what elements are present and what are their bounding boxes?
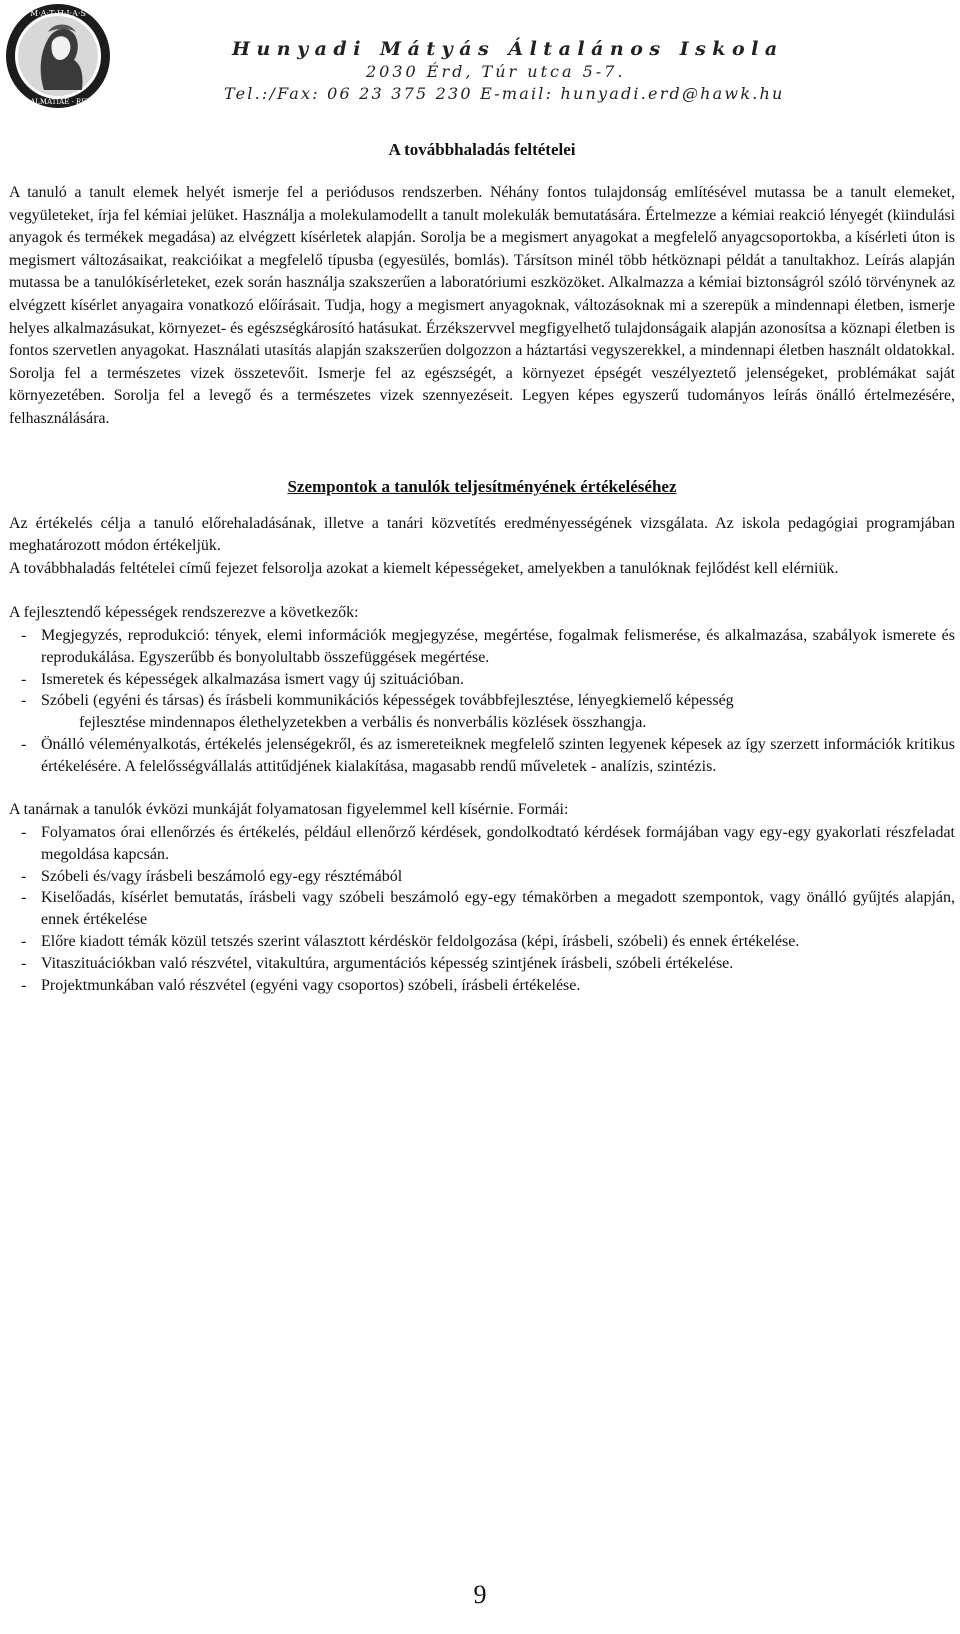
assessment-paragraph-1: Az értékelés célja a tanuló előrehaladásának, illetve a tanári közvetítés eredményességének vizsgálata. Az iskola pedagógiai programjában meghatározott módon értékeljük. bbox=[9, 514, 955, 555]
list-item: - Vitaszituációkban való részvétel, vitakultúra, argumentációs képesség szintjének írásbeli, szóbeli értékelése. bbox=[21, 954, 734, 972]
skills-intro: A fejlesztendő képességek rendszerezve a következők: bbox=[9, 604, 359, 622]
skills-list bbox=[9, 625, 955, 778]
list-item: - Szóbeli (egyéni és társas) és írásbeli kommunikációs képességek továbbfejlesztése, lényegkiemelő képesség fejlesztése mindennapos élethelyzetekben a verbális és nonverbális közlések összhangja. bbox=[9, 690, 955, 734]
forms-intro: A tanárnak a tanulók évközi munkáját folyamatosan figyelemmel kell kísérnie. Formái: bbox=[9, 801, 569, 819]
progression-paragraph: A tanuló a tanult elemek helyét ismerje fel a periódusos rendszerben. Néhány fontos tulajdonság említésével mutassa be a tanult elemeket, vegyületeket, írja fel kémiai jelüket. Használja a molekulamodellt a tanult molekulák bemutatására. Értelmezze a kémiai reakció lényegét (kiindulási anyagok és termékek megadása) az elvégzett kísérletek alapján. Sorolja be a megismert anyagokat a megfelelő anyagcsoportokba, a kísérleti úton is megismert változásaikat, reakcióikat a megfelelő típusba (egyesülés, bomlás). Társítson minél több hétköznapi példát a tanultakhoz. Leírás alapján mutassa be a tanulókísérleteket, ezek során használja szakszerűen a laboratóriumi eszközöket. Alkalmazza a kémiai biztonságról szóló törvénynek az elvégzett kísérlet anyagaira vonatkozó előírásait. Tudja, hogy a megismert anyagoknak, változásoknak mi a szerepük a mindennapi életben, ismerje helyes alkalmazásukat, környezet- és egészségkárosító hatásukat. Érzékszervvel megfigyelhető tulajdonságaik alapján azonosítsa a köznapi életben is fontos szervetlen anyagokat. Használati utasítás alapján szakszerűen dolgozzon a háztartási vegyszerekkel, a mindennapi életben használt oldatokkal. Sorolja fel a természetes vizek összetevőit. Ismerje fel az egészségét, a környezet épségét veszélyeztető jelenségeket, problémákat saját környezetében. Sorolja fel a levegő és a természetes vizek szennyezéseit. Legyen képes egyszerű tudományos leírás önálló értelmezésére, felhasználására. bbox=[9, 184, 955, 427]
forms-list bbox=[9, 822, 955, 996]
list-item: - Folyamatos órai ellenőrzés és értékelés, például ellenőrző kérdések, gondolkodtató kérdések formájában vagy egy-egy gyakorlati részfeladat megoldása kapcsán. bbox=[21, 824, 955, 863]
school-name: Hunyadi Mátyás Általános Iskola bbox=[232, 38, 784, 60]
section-title-assessment: Szempontok a tanulók teljesítményének értékeléséhez bbox=[287, 476, 677, 496]
page-number: 9 bbox=[473, 1580, 487, 1609]
list-item: - Előre kiadott témák közül tetszés szerint választott kérdéskör feldolgozása (képi, írásbeli, szóbeli) és ennek értékelése. bbox=[21, 933, 800, 951]
school-contact: Tel.:/Fax: 06 23 375 230 E-mail: hunyadi.erd@hawk.hu bbox=[224, 84, 785, 103]
list-item: - Ismeretek és képességek alkalmazása ismert vagy új szituációban. bbox=[21, 670, 464, 688]
list-item-continuation: fejlesztése mindennapos élethelyzetekben a verbális és nonverbális közlések összhangja. bbox=[79, 714, 647, 732]
svg-text:M·A·T·H·I·A·S: M·A·T·H·I·A·S bbox=[30, 9, 86, 18]
list-item: - Kiselőadás, kísérlet bemutatás, írásbeli vagy szóbeli beszámoló egy-egy témakörben a megadott szempontok, vagy önálló gyűjtés alapján, ennek értékelése bbox=[21, 889, 955, 929]
list-item: - Projektmunkában való részvétel (egyéni vagy csoportos) szóbeli, írásbeli értékelése. bbox=[21, 976, 581, 994]
school-address: 2030 Érd, Túr utca 5-7. bbox=[366, 62, 626, 81]
page-content bbox=[9, 132, 955, 996]
list-item: - Megjegyzés, reprodukció: tények, elemi információk megjegyzése, megértése, fogalmak felismerése, és alkalmazása, szabályok ismerete és reprodukálása. Egyszerűbb és bonyolultabb összefüggések megértése. bbox=[21, 626, 955, 666]
medallion-portrait-logo bbox=[4, 2, 112, 110]
list-item: - Önálló véleményalkotás, értékelés jelenségekről, és az ismereteiknek megfelelő szinten legyenek képesek az így szerzett információk kritikus értékelésére. A felelősségvállalás attitűdjének kialakítása, magasabb rendű műveletek - analízis, szintézis. bbox=[21, 735, 955, 775]
letterhead bbox=[0, 0, 960, 112]
section-title-progression: A továbbhaladás feltételei bbox=[388, 140, 576, 159]
svg-text:DALMATIAE · REX: DALMATIAE · REX bbox=[24, 98, 92, 106]
assessment-paragraph-2: A továbbhaladás feltételei című fejezet felsorolja azokat a kiemelt képességeket, amelyekben a tanulóknak fejlődést kell elérniük. bbox=[9, 559, 839, 577]
list-item: - Szóbeli és/vagy írásbeli beszámoló egy-egy résztémából bbox=[21, 867, 403, 885]
